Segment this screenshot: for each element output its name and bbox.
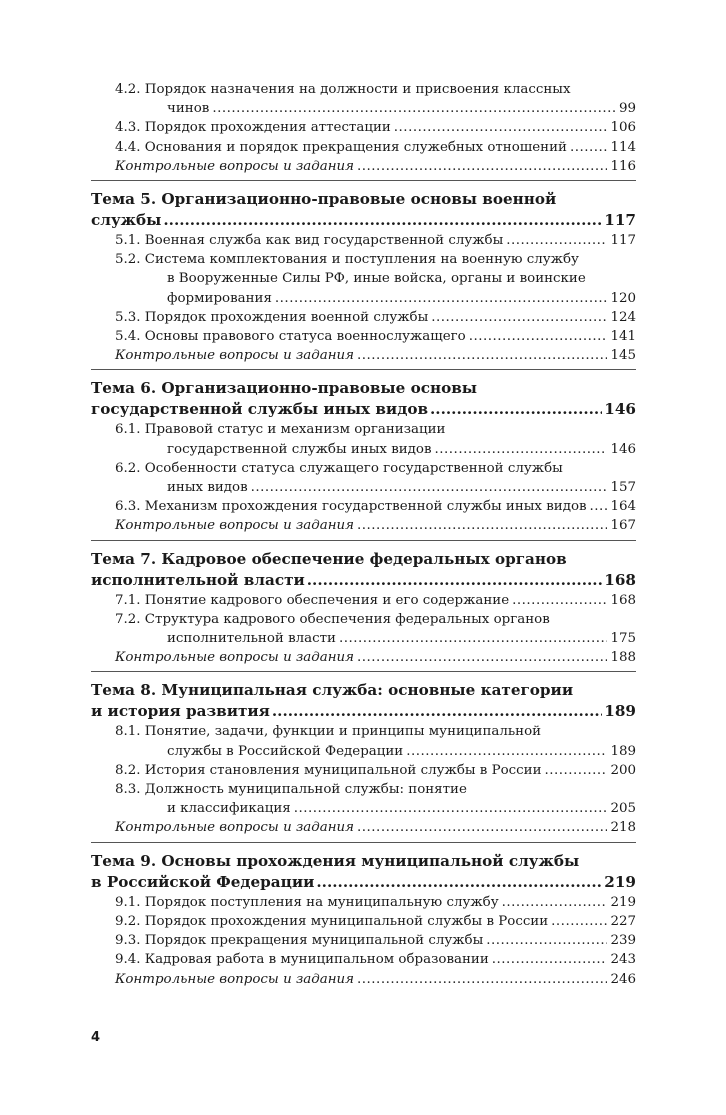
toc-topic[interactable] (91, 378, 636, 420)
toc-entry-text: 5.3. Порядок прохождения военной службы (115, 309, 429, 325)
toc-page-number: 218 (610, 820, 636, 836)
toc-entry-text: 5.1. Военная служба как вид государственной службы (115, 233, 504, 249)
toc-subsection[interactable] (91, 308, 636, 327)
page-number: 4 (91, 1030, 101, 1045)
toc-entry-text: и классификация (167, 801, 291, 817)
toc-topic[interactable] (91, 549, 636, 591)
toc-entry-text: Тема 5. Организационно-правовые основы военной (91, 190, 557, 209)
toc-subsection[interactable] (91, 420, 636, 458)
toc-page-number: 116 (610, 158, 636, 174)
toc-page-number: 168 (610, 592, 636, 608)
dot-leader (469, 327, 608, 346)
toc-subsection[interactable] (91, 761, 636, 780)
toc-entry-text: 5.2. Система комплектования и поступления на военную службу (115, 252, 579, 268)
toc-page-number: 219 (610, 894, 636, 910)
toc-entry-text: 8.2. История становления муниципальной службы в России (115, 762, 542, 778)
toc-questions[interactable] (91, 157, 636, 176)
toc-entry-text: в Вооруженные Силы РФ, иные войска, органы и воинские (167, 271, 586, 287)
toc-page-number: 120 (610, 290, 636, 306)
toc-questions[interactable] (91, 648, 636, 667)
toc-page-number: 168 (604, 570, 636, 589)
dot-leader (357, 516, 607, 535)
toc-entry-text: Тема 9. Основы прохождения муниципальной службы (91, 851, 580, 870)
toc-entry-text: службы (91, 211, 162, 230)
dot-leader (316, 872, 602, 893)
toc-page-number: 205 (610, 801, 636, 817)
dot-leader (570, 138, 608, 157)
toc-entry-text: исполнительной власти (167, 631, 336, 647)
dot-leader (251, 478, 608, 497)
toc-entry-text: Контрольные вопросы и задания (115, 348, 355, 364)
toc-page-number: 117 (604, 211, 636, 230)
toc-entry-text: 9.2. Порядок прохождения муниципальной службы в России (115, 913, 549, 929)
toc-entry-text: и история развития (91, 702, 270, 721)
toc-page-number: 189 (610, 743, 636, 759)
dot-leader (272, 701, 602, 722)
topic-divider (91, 671, 636, 672)
topic-divider (91, 540, 636, 541)
toc-page-number: 145 (610, 348, 636, 364)
toc-entry-text: 6.3. Механизм прохождения государственной службы иных видов (115, 499, 587, 515)
toc-page-number: 188 (610, 650, 636, 666)
toc-entry-text: 4.3. Порядок прохождения аттестации (115, 120, 391, 136)
toc-page-number: 243 (610, 952, 636, 968)
toc-page-number: 146 (604, 400, 636, 419)
toc-entry-text: иных видов (167, 480, 248, 496)
toc-page-number: 106 (610, 120, 636, 136)
toc-entry-text: 8.1. Понятие, задачи, функции и принципы муниципальной (115, 724, 542, 740)
toc-subsection[interactable] (91, 912, 636, 931)
dot-leader (430, 399, 602, 420)
toc-page-number: 164 (610, 499, 636, 515)
dot-leader (502, 893, 608, 912)
toc-entry-text: исполнительной власти (91, 570, 305, 589)
toc-entry-text: Контрольные вопросы и задания (115, 820, 355, 836)
toc-entry-text: 7.2. Структура кадрового обеспечения федеральных органов (115, 611, 550, 627)
toc-entry-text: Контрольные вопросы и задания (115, 650, 355, 666)
toc-questions[interactable] (91, 346, 636, 365)
toc-page-number: 200 (610, 762, 636, 778)
toc-topic[interactable] (91, 851, 636, 893)
dot-leader (275, 289, 608, 308)
toc-page-number: 146 (610, 441, 636, 457)
dot-leader (357, 157, 607, 176)
toc-entry-text: чинов (167, 101, 210, 117)
toc-page-number: 124 (610, 309, 636, 325)
topic-divider (91, 180, 636, 181)
toc-subsection[interactable] (91, 138, 636, 157)
dot-leader (357, 970, 607, 989)
toc-subsection[interactable] (91, 250, 636, 308)
toc-entry-text: Контрольные вопросы и задания (115, 158, 355, 174)
dot-leader (357, 648, 607, 667)
toc-subsection[interactable] (91, 722, 636, 760)
dot-leader (294, 799, 608, 818)
dot-leader (506, 231, 607, 250)
dot-leader (163, 210, 602, 231)
toc-questions[interactable] (91, 516, 636, 535)
toc-entry-text: 7.1. Понятие кадрового обеспечения и его содержание (115, 592, 510, 608)
toc-questions[interactable] (91, 818, 636, 837)
toc-page-number: 189 (604, 702, 636, 721)
toc-entry-text: 9.3. Порядок прекращения муниципальной службы (115, 933, 484, 949)
toc-entry-text: Контрольные вопросы и задания (115, 971, 355, 987)
dot-leader (492, 950, 608, 969)
toc-subsection[interactable] (91, 459, 636, 497)
toc-entry-text: 4.4. Основания и порядок прекращения служебных отношений (115, 139, 567, 155)
toc-entry-text: 6.1. Правовой статус и механизм организации (115, 422, 446, 438)
dot-leader (406, 742, 607, 761)
dot-leader (512, 591, 607, 610)
table-of-contents (91, 80, 636, 989)
toc-entry-text: в Российской Федерации (91, 872, 315, 891)
toc-page-number: 99 (618, 101, 636, 117)
topic-divider (91, 369, 636, 370)
toc-topic[interactable] (91, 189, 636, 231)
toc-entry-text: 8.3. Должность муниципальной службы: понятие (115, 782, 467, 798)
dot-leader (486, 931, 607, 950)
dot-leader (551, 912, 607, 931)
toc-entry-text: 9.4. Кадровая работа в муниципальном образовании (115, 952, 489, 968)
toc-subsection[interactable] (91, 780, 636, 818)
toc-subsection[interactable] (91, 950, 636, 969)
toc-subsection[interactable] (91, 231, 636, 250)
dot-leader (431, 308, 607, 327)
toc-entry-text: Контрольные вопросы и задания (115, 518, 355, 534)
toc-subsection[interactable] (91, 497, 636, 516)
toc-entry-text: 5.4. Основы правового статуса военнослужащего (115, 329, 466, 345)
toc-page-number: 219 (604, 872, 636, 891)
toc-page-number: 246 (610, 971, 636, 987)
toc-entry-text: службы в Российской Федерации (167, 743, 404, 759)
toc-topic[interactable] (91, 680, 636, 722)
toc-page-number: 227 (610, 913, 636, 929)
toc-entry-text: 4.2. Порядок назначения на должности и присвоения классных (115, 82, 571, 97)
toc-subsection[interactable] (91, 327, 636, 346)
toc-entry-text: Тема 7. Кадровое обеспечение федеральных органов (91, 549, 567, 568)
toc-page-number: 141 (610, 329, 636, 345)
toc-subsection[interactable] (91, 118, 636, 137)
toc-subsection[interactable] (91, 80, 636, 118)
toc-page-number: 114 (610, 139, 636, 155)
dot-leader (394, 118, 608, 137)
toc-entry-text: государственной службы иных видов (167, 441, 432, 457)
dot-leader (545, 761, 608, 780)
toc-entry-text: 6.2. Особенности статуса служащего государственной службы (115, 460, 563, 476)
toc-page-number: 157 (610, 480, 636, 496)
toc-page-number: 117 (610, 233, 636, 249)
topic-divider (91, 842, 636, 843)
toc-entry-text: формирования (167, 290, 272, 306)
dot-leader (590, 497, 608, 516)
toc-subsection[interactable] (91, 893, 636, 912)
toc-page-number: 167 (610, 518, 636, 534)
toc-subsection[interactable] (91, 591, 636, 610)
dot-leader (357, 346, 607, 365)
toc-page-number: 239 (610, 933, 636, 949)
dot-leader (339, 629, 608, 648)
dot-leader (435, 440, 608, 459)
dot-leader (357, 818, 607, 837)
toc-entry-text: Тема 6. Организационно-правовые основы (91, 379, 478, 398)
toc-page-number: 175 (610, 631, 636, 647)
toc-questions[interactable] (91, 970, 636, 989)
toc-subsection[interactable] (91, 931, 636, 950)
dot-leader (307, 570, 603, 591)
toc-subsection[interactable] (91, 610, 636, 648)
toc-entry-text: государственной службы иных видов (91, 400, 429, 419)
toc-entry-text: Тема 8. Муниципальная служба: основные категории (91, 681, 574, 700)
toc-entry-text: 9.1. Порядок поступления на муниципальную службу (115, 894, 499, 910)
dot-leader (212, 99, 616, 118)
